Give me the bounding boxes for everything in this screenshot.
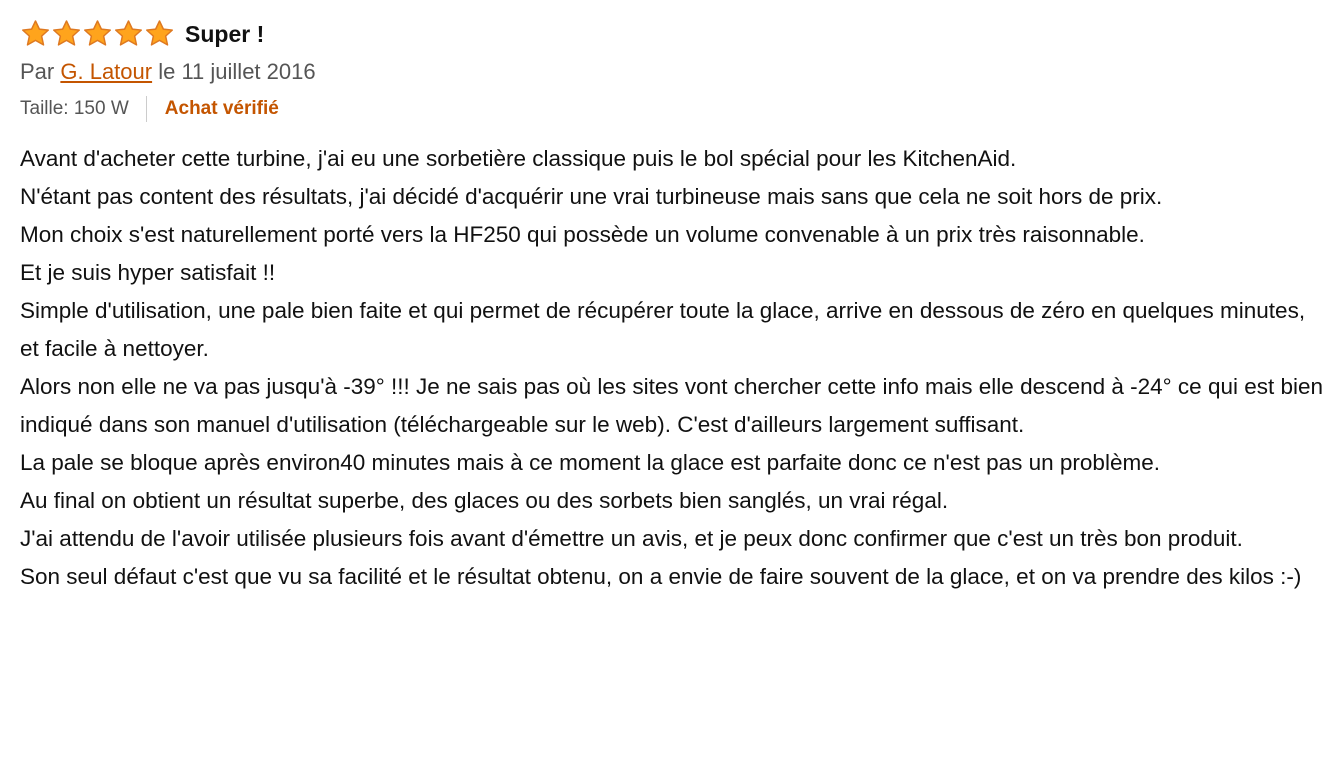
review-title-row (20, 17, 1332, 51)
review-paragraph: J'ai attendu de l'avoir utilisée plusieurs fois avant d'émettre un avis, et je peux donc confirmer que c'est un très bon produit. (20, 526, 1243, 551)
by-prefix: Par (20, 59, 55, 84)
review-paragraph: Au final on obtient un résultat superbe, des glaces ou des sorbets bien sanglés, un vrai régal. (20, 488, 949, 513)
star-icon (113, 19, 144, 49)
review-date: le 11 juillet 2016 (158, 59, 316, 84)
review-meta (20, 96, 1332, 122)
review-paragraph: Son seul défaut c'est que vu sa facilité et le résultat obtenu, on a envie de faire souvent de la glace, et on va prendre des kilos :-) (20, 564, 1302, 589)
verified-purchase-badge: Achat vérifié (164, 98, 279, 119)
review-byline (20, 57, 1332, 87)
review-paragraph: La pale se bloque après environ40 minutes mais à ce moment la glace est parfaite donc ce n'est pas un problème. (20, 450, 1160, 475)
review-paragraph: Alors non elle ne va pas jusqu'à -39° !!! Je ne sais pas où les sites vont chercher cette info mais elle descend à -24° ce qui est bien indiqué dans son manuel d'utilisation (téléchargeable sur le web). C'est d'ailleurs largement suffisant. (20, 374, 1324, 437)
star-icon (51, 19, 82, 49)
star-icon (144, 19, 175, 49)
star-icon (20, 19, 51, 49)
review-title[interactable]: Super ! (185, 20, 265, 47)
review-body (20, 140, 1325, 596)
variant-label[interactable]: Taille: 150 W (20, 96, 147, 122)
review-paragraph: N'étant pas content des résultats, j'ai décidé d'acquérir une vrai turbineuse mais sans que cela ne soit hors de prix. (20, 184, 1163, 209)
review-paragraph: Simple d'utilisation, une pale bien faite et qui permet de récupérer toute la glace, arrive en dessous de zéro en quelques minutes, et facile à nettoyer. (20, 298, 1306, 361)
author-link[interactable]: G. Latour (60, 59, 153, 84)
review-paragraph: Avant d'acheter cette turbine, j'ai eu une sorbetière classique puis le bol spécial pour les KitchenAid. (20, 146, 1017, 171)
review-paragraph: Mon choix s'est naturellement porté vers la HF250 qui possède un volume convenable à un prix très raisonnable. (20, 222, 1145, 247)
star-icon (82, 19, 113, 49)
star-rating[interactable] (20, 19, 175, 49)
review-paragraph: Et je suis hyper satisfait !! (20, 260, 276, 285)
